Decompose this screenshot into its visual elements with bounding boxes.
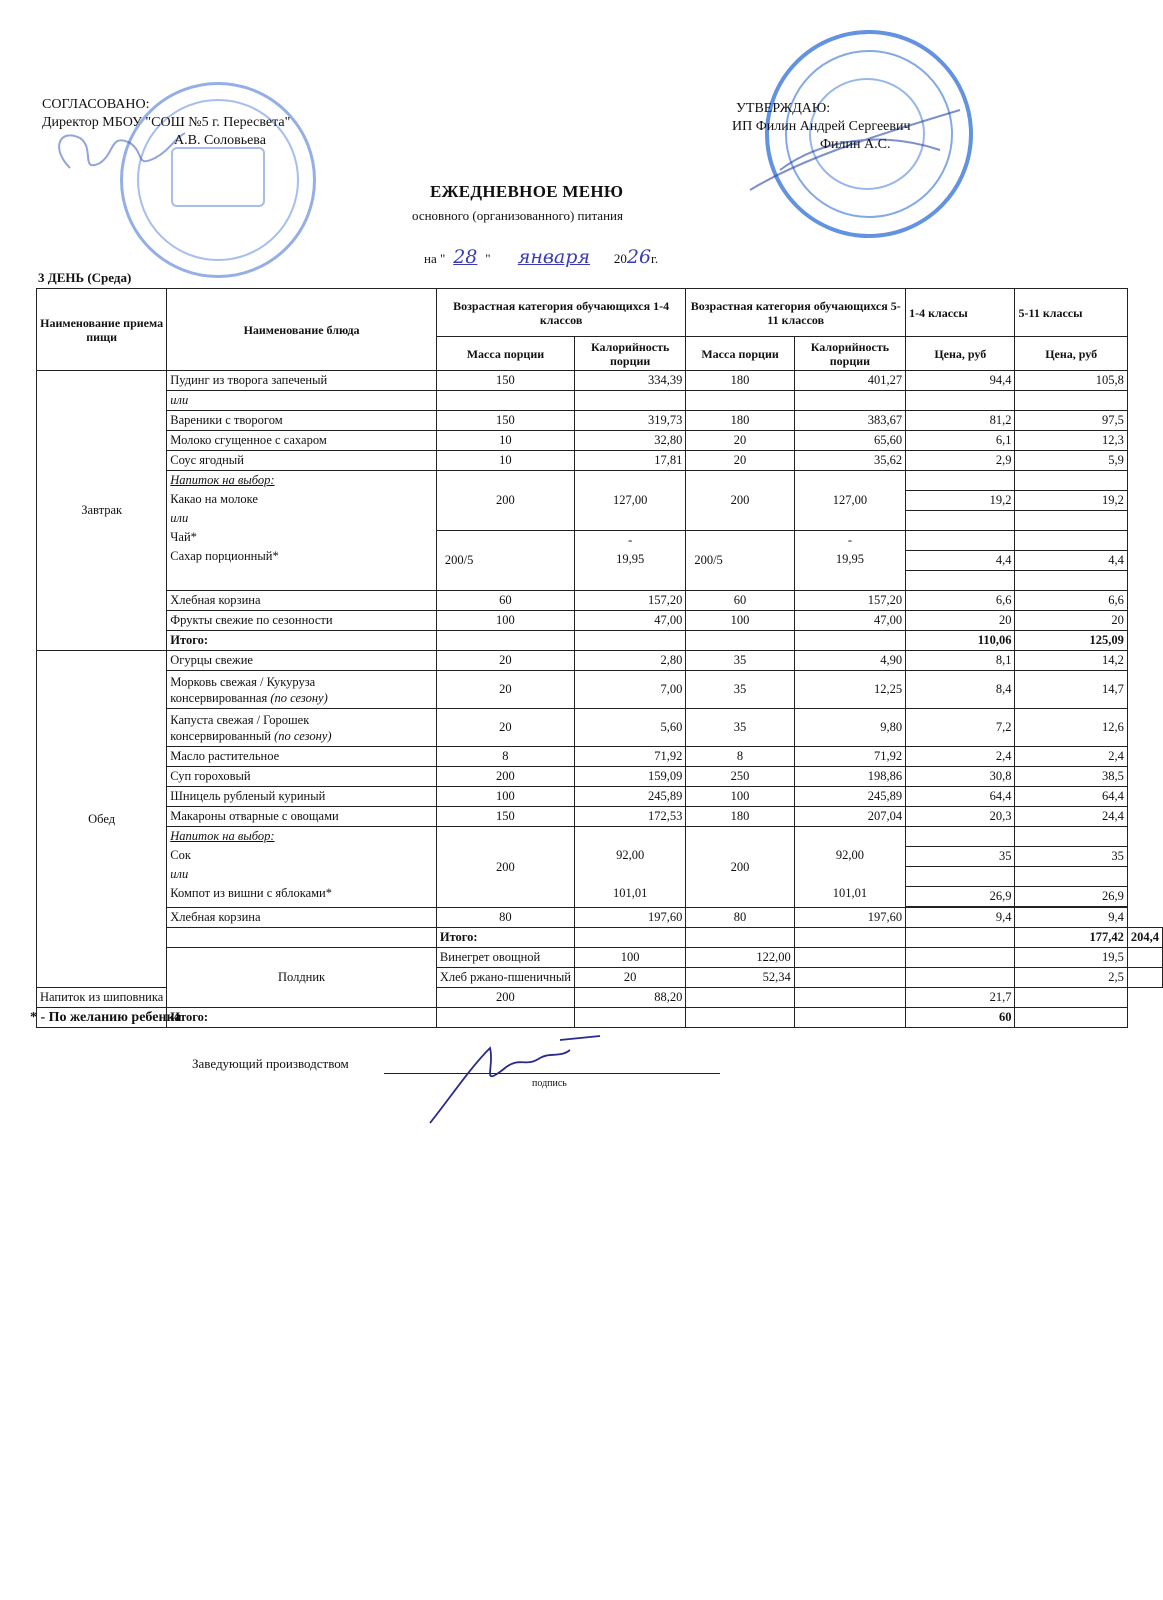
mass-1: 100 <box>575 948 686 968</box>
cal-1-tea <box>575 531 686 591</box>
price-2: 105,8 <box>1015 371 1127 391</box>
lunch-total-label: Итого: <box>436 928 574 948</box>
snack-total-label: Итого: <box>167 1008 437 1028</box>
cal-sugar: 19,95 <box>616 552 645 566</box>
mass-1: 200/5 <box>436 531 574 591</box>
page-subtitle: основного (организованного) питания <box>412 208 623 223</box>
cal-2-tea <box>794 531 905 591</box>
mass-1: 60 <box>436 591 574 611</box>
price-1: 26,9 <box>906 887 1015 907</box>
mass-2: 200/5 <box>686 531 794 591</box>
dish-line: Морковь свежая / Кукуруза <box>170 674 316 689</box>
left-approval-position: Директор МБОУ "СОШ №5 г. Пересвета" <box>42 115 291 130</box>
meal-lunch: Обед <box>37 651 167 988</box>
price-2: 14,7 <box>1015 671 1127 709</box>
price-2: 35 <box>1015 847 1127 867</box>
price-1: 4,4 <box>906 551 1015 571</box>
mass-1: 8 <box>436 747 574 767</box>
left-approval <box>42 96 372 150</box>
price-2: 6,6 <box>1015 591 1127 611</box>
dish-name: Фрукты свежие по сезонности <box>167 611 437 631</box>
right-approval-label: УТВЕРЖДАЮ: <box>736 101 831 116</box>
cal-compote: 101,01 <box>832 886 868 900</box>
cal-2: 245,89 <box>794 787 905 807</box>
cal-2: 47,00 <box>794 611 905 631</box>
mass-1: 20 <box>436 651 574 671</box>
cal-2: 127,00 <box>794 471 905 531</box>
dish-note: (по сезону) <box>274 728 332 743</box>
price-1: 9,4 <box>906 908 1015 928</box>
mass-1: 100 <box>436 611 574 631</box>
price-2: 19,2 <box>1015 491 1127 511</box>
mass-2: 35 <box>686 671 794 709</box>
mass-1: 10 <box>436 451 574 471</box>
cal-2: 35,62 <box>794 451 905 471</box>
drink-item: Чай* <box>170 530 197 544</box>
price-1: 94,4 <box>906 371 1015 391</box>
drink-item: Компот из вишни с яблоками* <box>170 886 332 900</box>
mass-1: 150 <box>436 371 574 391</box>
price-2: 20 <box>1015 611 1127 631</box>
cal-2: 207,04 <box>794 807 905 827</box>
mass-1: 200 <box>436 471 574 531</box>
cal-1: 157,20 <box>575 591 686 611</box>
manager-signature <box>410 1028 610 1128</box>
mass-2: 250 <box>686 767 794 787</box>
cal-sugar: 19,95 <box>835 552 864 566</box>
cal-1: 47,00 <box>575 611 686 631</box>
cal-2: 197,60 <box>794 908 905 928</box>
cal-1: 127,00 <box>575 471 686 531</box>
price-1: 7,2 <box>906 709 1015 747</box>
dish-cabbage <box>167 709 437 747</box>
date-mid: " <box>485 251 491 266</box>
cal-1: 17,81 <box>575 451 686 471</box>
left-approval-label: СОГЛАСОВАНО: <box>42 97 150 112</box>
header-cal-1: Калорийность порции <box>575 337 686 371</box>
mass-2: 35 <box>686 651 794 671</box>
mass-1: 150 <box>436 411 574 431</box>
price-2: 24,4 <box>1015 807 1127 827</box>
cal-1: 71,92 <box>575 747 686 767</box>
right-approval-name: Филин А.С. <box>820 137 891 152</box>
header-meal: Наименование приема пищи <box>37 289 167 371</box>
price-1: 20,3 <box>906 807 1015 827</box>
mass-1: 200 <box>436 988 574 1008</box>
dish-line <box>170 690 433 706</box>
header-grade2: 5-11 классы <box>1015 289 1127 337</box>
breakfast-total-1: 110,06 <box>906 631 1015 651</box>
dish-name: Напиток из шиповника <box>37 988 167 1008</box>
mass-2: 80 <box>686 908 794 928</box>
dish-name: Хлебная корзина <box>167 591 437 611</box>
price-1: 2,4 <box>906 747 1015 767</box>
price-2: 14,2 <box>1015 651 1127 671</box>
day-label: 3 ДЕНЬ (Среда) <box>38 270 132 285</box>
cal-juice: 92,00 <box>616 848 645 862</box>
price-1: 2,5 <box>1015 968 1127 988</box>
price-1: 20 <box>906 611 1015 631</box>
cal-juice: 92,00 <box>835 848 864 862</box>
cal-1: 88,20 <box>575 988 686 1008</box>
drink-or: или <box>170 867 189 881</box>
price-2: 4,4 <box>1015 551 1127 571</box>
mass-1: 80 <box>436 908 574 928</box>
price-2: 5,9 <box>1015 451 1127 471</box>
drink-title: Напиток на выбор: <box>170 829 275 843</box>
dish-carrot <box>167 671 437 709</box>
price-1: 21,7 <box>906 988 1015 1008</box>
mass-2: 35 <box>686 709 794 747</box>
menu-date <box>424 246 658 268</box>
date-year-prefix: 20 <box>613 251 627 266</box>
dish-line <box>170 728 433 744</box>
price-2: 26,9 <box>1015 887 1127 907</box>
dish-name: Масло растительное <box>167 747 437 767</box>
price-2: 9,4 <box>1015 908 1127 928</box>
dish-name: Макароны отварные с овощами <box>167 807 437 827</box>
dish-name: Шницель рубленый куриный <box>167 787 437 807</box>
mass-1: 200 <box>436 767 574 787</box>
cal-2: 12,25 <box>794 671 905 709</box>
cal-2: 9,80 <box>794 709 905 747</box>
mass-1: 200 <box>436 827 574 908</box>
mass-2: 8 <box>686 747 794 767</box>
cal-2-drinks <box>794 827 905 908</box>
page-title: ЕЖЕДНЕВНОЕ МЕНЮ <box>430 182 624 201</box>
breakfast-total-label: Итого: <box>167 631 437 651</box>
mass-1: 100 <box>436 787 574 807</box>
header-dish: Наименование блюда <box>167 289 437 371</box>
cal-2: 71,92 <box>794 747 905 767</box>
header-cal-2: Калорийность порции <box>794 337 905 371</box>
dish-name: Соус ягодный <box>167 451 437 471</box>
cal-dash: - <box>628 533 633 547</box>
drink-choice-lunch <box>167 827 437 908</box>
dish-line-2: консервированная <box>170 690 268 705</box>
left-approval-name: А.В. Соловьева <box>174 133 266 148</box>
dish-line: Капуста свежая / Горошек <box>170 712 310 727</box>
cal-1: 245,89 <box>575 787 686 807</box>
mass-2: 180 <box>686 371 794 391</box>
mass-2: 180 <box>686 411 794 431</box>
mass-2: 200 <box>686 471 794 531</box>
meal-breakfast: Завтрак <box>37 371 167 651</box>
mass-2: 20 <box>686 451 794 471</box>
dish-name: Суп гороховый <box>167 767 437 787</box>
cal-compote: 101,01 <box>612 886 648 900</box>
breakfast-total-2: 125,09 <box>1015 631 1127 651</box>
cal-1: 172,53 <box>575 807 686 827</box>
price-1: 6,1 <box>906 431 1015 451</box>
drink-item: Сахар порционный* <box>170 549 279 563</box>
mass-2: 20 <box>686 431 794 451</box>
dish-name: или <box>167 391 437 411</box>
cal-2: 401,27 <box>794 371 905 391</box>
dish-note: (по сезону) <box>270 690 328 705</box>
cal-2: 4,90 <box>794 651 905 671</box>
price-1: 8,4 <box>906 671 1015 709</box>
header-price-2: Цена, руб <box>1015 337 1127 371</box>
cal-1: 7,00 <box>575 671 686 709</box>
date-prefix: на " <box>424 251 446 266</box>
right-approval <box>732 100 972 154</box>
cal-1: 52,34 <box>686 968 794 988</box>
cal-1: 32,80 <box>575 431 686 451</box>
drink-title: Напиток на выбор: <box>170 473 275 487</box>
price-1: 81,2 <box>906 411 1015 431</box>
mass-1: 20 <box>436 671 574 709</box>
cal-2: 65,60 <box>794 431 905 451</box>
cal-1: 334,39 <box>575 371 686 391</box>
price-2: 64,4 <box>1015 787 1127 807</box>
price-1: 19,5 <box>1015 948 1127 968</box>
price-2: 12,3 <box>1015 431 1127 451</box>
header-price-1: Цена, руб <box>906 337 1015 371</box>
cal-2: 198,86 <box>794 767 905 787</box>
price-2: 38,5 <box>1015 767 1127 787</box>
drink-choice-breakfast <box>167 471 437 591</box>
cal-1: 197,60 <box>575 908 686 928</box>
price-1: 6,6 <box>906 591 1015 611</box>
dish-name: Вареники с творогом <box>167 411 437 431</box>
lunch-total-2: 204,4 <box>1127 928 1162 948</box>
mass-1: 150 <box>436 807 574 827</box>
price-2: 12,6 <box>1015 709 1127 747</box>
cal-2: 383,67 <box>794 411 905 431</box>
price-2: 97,5 <box>1015 411 1127 431</box>
cal-1-drinks <box>575 827 686 908</box>
menu-table <box>36 288 1163 1028</box>
footnote: * - По желанию ребенка <box>30 1010 182 1025</box>
price-2: 2,4 <box>1015 747 1127 767</box>
cal-1: 5,60 <box>575 709 686 747</box>
date-month: января <box>517 246 590 268</box>
dish-name: Хлеб ржано-пшеничный <box>436 968 574 988</box>
mass-2: 100 <box>686 787 794 807</box>
drink-or: или <box>170 511 189 525</box>
signature-label: Заведующий производством <box>192 1056 349 1071</box>
dish-name: Хлебная корзина <box>167 908 437 928</box>
drink-item: Какао на молоке <box>170 492 258 506</box>
price-1: 2,9 <box>906 451 1015 471</box>
header-mass-1: Масса порции <box>436 337 574 371</box>
mass-1: 10 <box>436 431 574 451</box>
right-approval-position: ИП Филин Андрей Сергеевич <box>732 119 911 134</box>
mass-2: 200 <box>686 827 794 908</box>
date-day: 28 <box>453 246 478 268</box>
price-1: 8,1 <box>906 651 1015 671</box>
date-year-suffix: 26 <box>626 246 652 268</box>
mass-1: 20 <box>575 968 686 988</box>
price-1: 19,2 <box>906 491 1015 511</box>
date-end: г. <box>651 251 659 266</box>
cal-1: 319,73 <box>575 411 686 431</box>
cal-2: 157,20 <box>794 591 905 611</box>
header-mass-2: Масса порции <box>686 337 794 371</box>
meal-snack: Полдник <box>167 948 437 1008</box>
mass-2: 100 <box>686 611 794 631</box>
dish-name: Огурцы свежие <box>167 651 437 671</box>
lunch-total-1: 177,42 <box>1015 928 1127 948</box>
cal-1: 159,09 <box>575 767 686 787</box>
header-cat2: Возрастная категория обучающихся 5-11 классов <box>686 289 906 337</box>
snack-total-1: 60 <box>906 1008 1015 1028</box>
cal-1: 2,80 <box>575 651 686 671</box>
price-1: 64,4 <box>906 787 1015 807</box>
cal-1: 122,00 <box>686 948 794 968</box>
price-1: 35 <box>906 847 1015 867</box>
signature-caption: подпись <box>532 1078 567 1089</box>
mass-2: 180 <box>686 807 794 827</box>
drink-item: Сок <box>170 848 191 862</box>
cal-dash: - <box>847 533 853 547</box>
dish-name: Пудинг из творога запеченый <box>167 371 437 391</box>
price-1: 30,8 <box>906 767 1015 787</box>
mass-2: 60 <box>686 591 794 611</box>
dish-name: Молоко сгущенное с сахаром <box>167 431 437 451</box>
dish-name: Винегрет овощной <box>436 948 574 968</box>
dish-line-2: консервированный <box>170 728 271 743</box>
mass-1: 20 <box>436 709 574 747</box>
header-grade1: 1-4 классы <box>906 289 1015 337</box>
header-cat1: Возрастная категория обучающихся 1-4 классов <box>436 289 685 337</box>
